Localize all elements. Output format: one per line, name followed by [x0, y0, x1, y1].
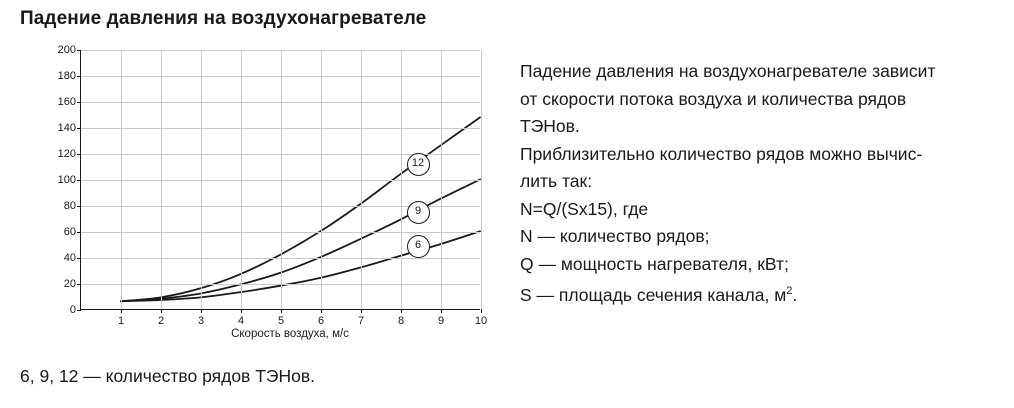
x-axis-tick-mark — [321, 309, 322, 313]
x-axis-tick-mark — [441, 309, 442, 313]
x-axis-tick-label: 1 — [117, 315, 125, 327]
series-badge-9: 9 — [407, 201, 430, 224]
gridline-vertical — [481, 50, 482, 309]
description-paragraph-4: Приблизительно количество рядов можно вычис- — [520, 143, 923, 164]
x-axis-tick-label: 2 — [157, 315, 165, 327]
description-paragraph-3: ТЭНов. — [520, 116, 580, 136]
page-title: Падение давления на воздухонагревателе — [20, 8, 427, 29]
y-axis-tick-mark — [77, 154, 81, 155]
y-axis-tick-label: 0 — [69, 304, 76, 316]
y-axis-tick-label: 60 — [63, 226, 76, 238]
gridline-vertical — [161, 50, 162, 309]
y-axis-tick-mark — [77, 284, 81, 285]
x-axis-tick-label: 5 — [277, 315, 285, 327]
x-axis-tick-label: 10 — [474, 315, 488, 327]
description-text — [520, 58, 998, 309]
y-axis-tick-label: 140 — [57, 122, 76, 134]
x-axis-tick-mark — [161, 309, 162, 313]
x-axis-tick-mark — [201, 309, 202, 313]
x-axis-title: Скорость воздуха, м/с — [231, 328, 349, 340]
y-axis-tick-label: 160 — [57, 96, 76, 108]
y-axis-tick-mark — [77, 76, 81, 77]
legend-s-superscript: 2 — [786, 285, 793, 297]
y-axis-tick-label: 100 — [57, 174, 76, 186]
x-axis-tick-label: 8 — [397, 315, 405, 327]
y-axis-tick-mark — [77, 180, 81, 181]
x-axis-tick-label: 4 — [237, 315, 245, 327]
y-axis-tick-mark — [77, 310, 81, 311]
y-axis-tick-mark — [77, 206, 81, 207]
x-axis-tick-mark — [281, 309, 282, 313]
legend-s-period: . — [792, 284, 798, 305]
description-paragraph-1: Падение давления на воздухонагревателе зависит — [520, 61, 936, 81]
series-badge-12: 12 — [407, 153, 430, 176]
gridline-vertical — [321, 50, 322, 309]
gridline-vertical — [121, 50, 122, 309]
y-axis-tick-label: 40 — [63, 252, 76, 264]
plot-area — [57, 44, 488, 327]
y-axis-tick-label: 20 — [63, 278, 76, 290]
gridline-vertical — [201, 50, 202, 309]
x-axis-tick-label: 3 — [197, 315, 205, 327]
x-axis-tick-label: 6 — [317, 315, 325, 327]
formula: N=Q/(Sx15), где — [520, 198, 649, 219]
gridline-vertical — [401, 50, 402, 309]
x-axis-tick-mark — [481, 309, 482, 313]
y-axis-tick-mark — [77, 102, 81, 103]
y-axis-tick-mark — [77, 50, 81, 51]
y-axis-tick-label: 200 — [57, 44, 76, 56]
y-axis-tick-mark — [77, 128, 81, 129]
x-axis-tick-mark — [121, 309, 122, 313]
gridline-vertical — [361, 50, 362, 309]
legend-n: N — количество рядов; — [520, 226, 710, 246]
y-axis-tick-mark — [77, 258, 81, 259]
x-axis-tick-label: 7 — [357, 315, 365, 327]
x-axis-tick-mark — [361, 309, 362, 313]
description-paragraph-2: от скорости потока воздуха и количества рядов — [520, 88, 907, 109]
pressure-drop-chart — [20, 44, 500, 344]
footnote: 6, 9, 12 — количество рядов ТЭНов. — [20, 366, 316, 386]
legend-s — [520, 278, 998, 309]
x-axis-tick-mark — [241, 309, 242, 313]
gridline-vertical — [241, 50, 242, 309]
x-axis-tick-label: 9 — [437, 315, 445, 327]
plot-wrapper — [57, 44, 488, 327]
description-paragraph-5: лить так: — [520, 171, 593, 191]
gridline-vertical — [281, 50, 282, 309]
gridline-vertical — [441, 50, 442, 309]
y-axis-tick-mark — [77, 232, 81, 233]
series-badge-6: 6 — [407, 235, 430, 258]
y-axis-tick-label: 180 — [57, 70, 76, 82]
legend-s-text: S — площадь сечения канала, м — [520, 284, 787, 305]
legend-q: Q — мощность нагревателя, кВт; — [520, 253, 789, 274]
x-axis-tick-mark — [401, 309, 402, 313]
y-axis-tick-label: 120 — [57, 148, 76, 160]
y-axis-tick-label: 80 — [63, 200, 76, 212]
